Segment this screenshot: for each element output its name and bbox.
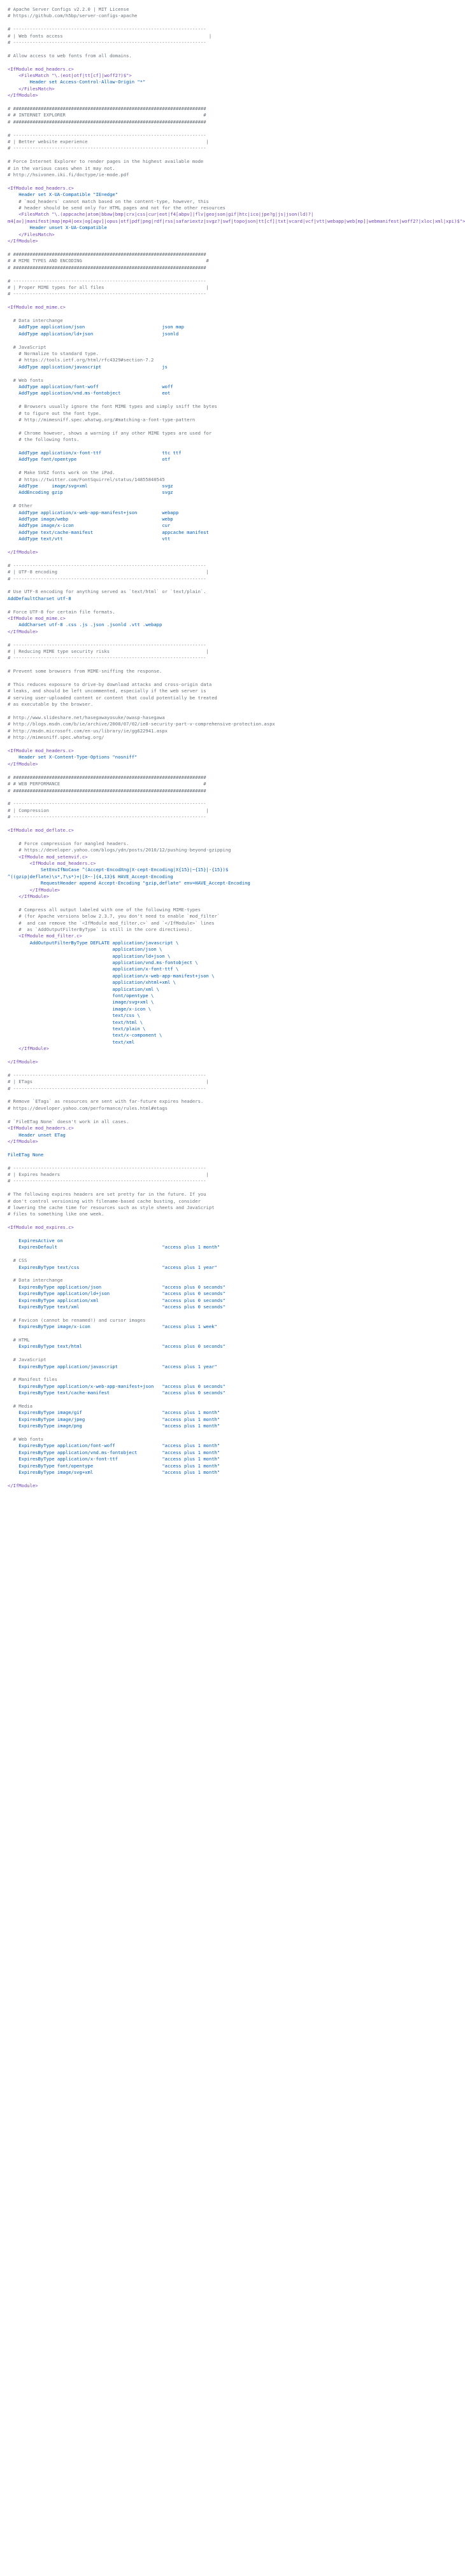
comment-line: # ###################################################################### bbox=[8, 118, 206, 125]
directive-line: AddType application/vnd.ms-fontobject eot bbox=[8, 390, 171, 396]
section-tag-line: </IfModule> bbox=[8, 238, 38, 244]
section-tag-line: </IfModule> bbox=[8, 1046, 49, 1052]
blank-line bbox=[8, 675, 375, 682]
blank-line bbox=[8, 900, 375, 906]
comment-line: # ---------------------------------------------------------------------- bbox=[8, 814, 206, 820]
blank-line bbox=[8, 556, 375, 562]
section-tag-line: <IfModule mod_setenvif.c> bbox=[8, 853, 88, 860]
blank-line bbox=[8, 662, 375, 668]
comment-line: # | Compression | bbox=[8, 807, 209, 813]
directive-line: text/x-component \ bbox=[8, 1032, 162, 1039]
blank-line bbox=[8, 741, 375, 748]
comment-line: # ---------------------------------------------------------------------- bbox=[8, 801, 206, 807]
comment-line: # ---------------------------------------------------------------------- bbox=[8, 291, 206, 297]
section-tag-line: <FilesMatch "\.(eot|otf|tt[cf]|woff2?)$"> bbox=[8, 73, 132, 79]
comment-line: # | Expires headers | bbox=[8, 1171, 209, 1177]
comment-line: # ---------------------------------------------------------------------- bbox=[8, 1085, 206, 1091]
section-tag-line: </FilesMatch> bbox=[8, 231, 55, 237]
comment-line: # | ETags | bbox=[8, 1079, 209, 1085]
comment-line: # Web fonts bbox=[8, 377, 44, 383]
blank-line bbox=[8, 423, 375, 430]
blank-line bbox=[8, 821, 375, 827]
comment-line: # http://msdn.microsoft.com/en-us/library/ie/gg622941.aspx bbox=[8, 727, 168, 734]
directive-line: ExpiresByType image/x-icon "access plus 1 week" bbox=[8, 1324, 217, 1330]
directive-line: RequestHeader append Accept-Encoding "gzip,deflate" env=HAVE_Accept-Encoding bbox=[8, 880, 250, 886]
directive-line: ExpiresByType text/html "access plus 0 seconds" bbox=[8, 1343, 225, 1350]
blank-line bbox=[8, 1397, 375, 1403]
section-tag-line: <IfModule mod_filter.c> bbox=[8, 933, 82, 939]
comment-line: # ###################################################################### bbox=[8, 251, 206, 257]
comment-line: # JavaScript bbox=[8, 1357, 46, 1363]
comment-line: # ###################################################################### bbox=[8, 774, 206, 780]
directive-line: text/xml bbox=[8, 1039, 135, 1045]
directive-line: application/xhtml+xml \ bbox=[8, 979, 176, 986]
directive-line: ExpiresByType text/css "access plus 1 year" bbox=[8, 1264, 217, 1270]
directive-line: ^((gzip|deflate)\s*,?\s*)+|[X~-]{4,13}$ HAVE_Accept-Encoding bbox=[8, 873, 173, 879]
comment-line: # https://developer.yahoo.com/blogs/ydn/posts/2010/12/pushing-beyond-gzipping bbox=[8, 847, 231, 853]
blank-line bbox=[8, 59, 375, 66]
comment-line: # Compress all output labeled with one of the following MIME-types bbox=[8, 906, 201, 913]
section-tag-line: <IfModule mod_headers.c> bbox=[8, 66, 74, 72]
directive-line: ExpiresByType application/vnd.ms-fontobject "access plus 1 month" bbox=[8, 1449, 220, 1455]
directive-line: Header unset ETag bbox=[8, 1131, 66, 1138]
blank-line bbox=[8, 602, 375, 608]
blank-line bbox=[8, 444, 375, 450]
blank-line bbox=[8, 271, 375, 277]
blank-line bbox=[8, 245, 375, 251]
comment-line: # https://developer.yahoo.com/performance/rules.html#etags bbox=[8, 1105, 168, 1111]
comment-line: # This reduces exposure to drive-by download attacks and cross-origin data bbox=[8, 682, 212, 688]
directive-line: AddType application/json json map bbox=[8, 324, 184, 330]
directive-line: ExpiresByType application/xml "access plus 0 seconds" bbox=[8, 1297, 225, 1303]
comment-line: # Remove `ETags` as resources are sent with far-future expires headers. bbox=[8, 1098, 204, 1105]
comment-line: # Media bbox=[8, 1403, 32, 1409]
section-tag-line: <IfModule mod_headers.c> bbox=[8, 1125, 74, 1131]
comment-line: # ---------------------------------------------------------------------- bbox=[8, 655, 206, 661]
directive-line: AddEncoding gzip svgz bbox=[8, 489, 173, 496]
directive-line: application/x-font-ttf \ bbox=[8, 966, 179, 972]
comment-line: # Force UTF-8 for certain file formats. bbox=[8, 608, 115, 615]
directive-line: AddCharset utf-8 .css .js .json .jsonld .vtt .webapp bbox=[8, 622, 162, 628]
section-tag-line: <IfModule mod_expires.c> bbox=[8, 1224, 74, 1231]
blank-line bbox=[8, 496, 375, 503]
comment-line: # | Web fonts access | bbox=[8, 32, 212, 39]
comment-line: # ###################################################################### bbox=[8, 106, 206, 112]
blank-line bbox=[8, 337, 375, 344]
blank-line bbox=[8, 20, 375, 26]
blank-line bbox=[8, 1053, 375, 1059]
comment-line: # as executable by the browser. bbox=[8, 701, 94, 708]
comment-line: # Allow access to web fonts from all domains. bbox=[8, 52, 132, 59]
section-tag-line: m4[av]|manifest|map|mp4|oex|og[agv]|opus|otf|pdf|png|rdf|rss|safariextz|svgz?|swf|topojson|tt[cf]|txt|vcard|vcf|vtt|webapp|web[mp]|webmanifest|woff2?|xloc|xml|xpi)$"> bbox=[8, 218, 465, 224]
comment-line: # http://mimesniff.spec.whatwg.org/#matching-a-font-type-pattern bbox=[8, 416, 196, 423]
directive-line: Header set X-UA-Compatible "IE=edge" bbox=[8, 192, 118, 198]
blank-line bbox=[8, 635, 375, 641]
blank-line bbox=[8, 178, 375, 185]
comment-line: # ---------------------------------------------------------------------- bbox=[8, 39, 206, 46]
blank-line bbox=[8, 1145, 375, 1151]
directive-line: ExpiresByType application/x-web-app-manifest+json "access plus 0 seconds" bbox=[8, 1383, 225, 1389]
blank-line bbox=[8, 834, 375, 840]
section-tag-line: <IfModule mod_headers.c> bbox=[8, 748, 74, 754]
comment-line: # Normalize to standard type. bbox=[8, 350, 99, 356]
comment-line: # http://hsivonen.iki.fi/doctype/ie-mode.pdf bbox=[8, 172, 129, 178]
comment-line: # `mod_headers` cannot match based on the content-type, however, this bbox=[8, 198, 209, 204]
comment-line: # ###################################################################### bbox=[8, 264, 206, 270]
directive-line: application/vnd.ms-fontobject \ bbox=[8, 960, 198, 965]
comment-line: # http://mimesniff.spec.whatwg.org/ bbox=[8, 734, 104, 741]
comment-line: # ---------------------------------------------------------------------- bbox=[8, 1178, 206, 1184]
section-tag-line: </IfModule> bbox=[8, 760, 38, 767]
comment-line: # Chrome however, shows a warning if any other MIME types are used for bbox=[8, 430, 212, 436]
directive-line: application/json \ bbox=[8, 946, 162, 953]
blank-line bbox=[8, 370, 375, 377]
comment-line: # in the various cases when it may not. bbox=[8, 165, 115, 171]
directive-line: AddType image/webp webp bbox=[8, 516, 173, 522]
comment-line: # ---------------------------------------------------------------------- bbox=[8, 562, 206, 568]
directive-line: AddDefaultCharset utf-8 bbox=[8, 595, 71, 601]
blank-line bbox=[8, 1476, 375, 1482]
section-tag-line: </IfModule> bbox=[8, 628, 38, 634]
comment-line: # ---------------------------------------------------------------------- bbox=[8, 26, 206, 32]
blank-line bbox=[8, 1065, 375, 1072]
comment-line: # Make SVGZ fonts work on the iPad. bbox=[8, 470, 115, 476]
comment-line: # https://tools.ietf.org/html/rfc4329#section-7.2 bbox=[8, 357, 154, 363]
section-tag-line: </FilesMatch> bbox=[8, 85, 55, 92]
comment-line: # ---------------------------------------------------------------------- bbox=[8, 1165, 206, 1171]
directive-line: AddType application/x-font-ttf ttc ttf bbox=[8, 449, 182, 456]
blank-line bbox=[8, 1331, 375, 1337]
blank-line bbox=[8, 767, 375, 774]
comment-line: # http://blogs.msdn.com/b/ie/archive/2008/07/02/ie8-security-part-v-comprehensive-protection.aspx bbox=[8, 721, 275, 727]
directive-line: ExpiresDefault "access plus 1 month" bbox=[8, 1244, 220, 1250]
section-tag-line: <IfModule mod_mime.c> bbox=[8, 304, 66, 311]
comment-line: # the following fonts. bbox=[8, 437, 80, 443]
blank-line bbox=[8, 311, 375, 318]
blank-line bbox=[8, 1218, 375, 1224]
comment-line: # (for Apache versions below 2.3.7, you don't need to enable `mod_filter` bbox=[8, 913, 220, 920]
directive-line: ExpiresByType image/jpeg "access plus 1 month" bbox=[8, 1416, 220, 1422]
comment-line: # JavaScript bbox=[8, 344, 46, 350]
comment-line: # as `AddOutputFilterByType` is still in the core directives). bbox=[8, 926, 192, 932]
comment-line: # Browsers usually ignore the font MIME types and simply sniff the bytes bbox=[8, 403, 217, 410]
blank-line bbox=[8, 1112, 375, 1118]
section-tag-line: </IfModule> bbox=[8, 549, 38, 556]
directive-line: ExpiresActive on bbox=[8, 1237, 63, 1243]
comment-line: # https://github.com/h5bp/server-configs-apache bbox=[8, 13, 138, 19]
section-tag-line: </IfModule> bbox=[8, 92, 38, 99]
directive-line: text/html \ bbox=[8, 1019, 143, 1025]
blank-line bbox=[8, 99, 375, 106]
section-tag-line: </IfModule> bbox=[8, 1138, 38, 1144]
blank-line bbox=[8, 1271, 375, 1277]
directive-line: ExpiresByType application/javascript "access plus 1 year" bbox=[8, 1363, 217, 1369]
directive-line: application/ld+json \ bbox=[8, 953, 171, 959]
comment-line: # CSS bbox=[8, 1257, 27, 1264]
comment-line: # leaks, and should be left uncommented, especially if the web server is bbox=[8, 688, 206, 694]
directive-line: AddType application/ld+json jsonld bbox=[8, 330, 179, 337]
blank-line bbox=[8, 1251, 375, 1257]
directive-line: AddType application/x-web-app-manifest+json webapp bbox=[8, 509, 179, 515]
comment-line: # don't control versioning with filename-based cache busting, consider bbox=[8, 1198, 201, 1204]
comment-line: # ---------------------------------------------------------------------- bbox=[8, 132, 206, 138]
directive-line: AddType application/font-woff woff bbox=[8, 383, 173, 389]
directive-line: AddType application/javascript js bbox=[8, 363, 168, 370]
directive-line: AddType text/vtt vtt bbox=[8, 536, 171, 542]
comment-line: # | UTF-8 encoding | bbox=[8, 569, 209, 575]
directive-line: text/css \ bbox=[8, 1012, 140, 1019]
comment-line: # serving user-uploaded content or content that could potentially be treated bbox=[8, 694, 217, 701]
section-tag-line: <IfModule mod_mime.c> bbox=[8, 615, 66, 622]
section-tag-line: <IfModule mod_deflate.c> bbox=[8, 827, 74, 833]
blank-line bbox=[8, 298, 375, 304]
section-tag-line: </IfModule> bbox=[8, 1059, 38, 1065]
comment-line: # Force compression for mangled headers. bbox=[8, 840, 129, 846]
directive-line: image/x-icon \ bbox=[8, 1005, 152, 1012]
directive-line: Header unset X-UA-Compatible bbox=[8, 225, 107, 231]
comment-line: # to figure out the font type. bbox=[8, 410, 102, 416]
blank-line bbox=[8, 152, 375, 158]
directive-line: AddType image/x-icon cur bbox=[8, 522, 171, 529]
comment-line: # Data interchange bbox=[8, 1277, 63, 1284]
section-tag-line: </IfModule> bbox=[8, 893, 49, 899]
blank-line bbox=[8, 582, 375, 589]
directive-line: Header set X-Content-Type-Options "nosniff" bbox=[8, 754, 138, 760]
directive-line: ExpiresByType font/opentype "access plus 1 month" bbox=[8, 1462, 220, 1469]
section-tag-line: </IfModule> bbox=[8, 1482, 38, 1488]
directive-line: AddType font/opentype otf bbox=[8, 456, 171, 463]
comment-line: # | Proper MIME types for all files | bbox=[8, 284, 209, 290]
blank-line bbox=[8, 46, 375, 52]
comment-line: # The following expires headers are set pretty far in the future. If you bbox=[8, 1191, 206, 1198]
comment-line: # Other bbox=[8, 503, 32, 509]
comment-line: # ---------------------------------------------------------------------- bbox=[8, 1072, 206, 1078]
blank-line bbox=[8, 125, 375, 132]
comment-line: # # MIME TYPES AND ENCODING # bbox=[8, 258, 209, 264]
directive-line: application/xml \ bbox=[8, 986, 159, 992]
comment-line: # header should be send only for HTML pages and not for the other resources bbox=[8, 205, 225, 211]
comment-line: # `FileETag None` doesn't work in all cases. bbox=[8, 1118, 129, 1124]
comment-line: # Web fonts bbox=[8, 1436, 44, 1442]
comment-line: # ---------------------------------------------------------------------- bbox=[8, 575, 206, 582]
directive-line: Header set Access-Control-Allow-Origin "*" bbox=[8, 79, 146, 85]
blank-line bbox=[8, 1158, 375, 1165]
comment-line: # Manifest files bbox=[8, 1376, 57, 1383]
blank-line bbox=[8, 1430, 375, 1436]
directive-line: AddType image/svg+xml svgz bbox=[8, 482, 173, 489]
blank-line bbox=[8, 794, 375, 801]
directive-line: ExpiresByType application/font-woff "access plus 1 month" bbox=[8, 1443, 220, 1449]
comment-line: # files to something like one week. bbox=[8, 1211, 104, 1217]
section-tag-line: <FilesMatch "\.(appcache|atom|bbaw|bmp|crx|css|cur|eot|f4[abpv]|flv|geojson|gif|htc|ico|jpe?g|js|json(ld)?| bbox=[8, 211, 314, 218]
directive-line: ExpiresByType application/ld+json "access plus 0 seconds" bbox=[8, 1291, 225, 1297]
comment-line: # Data interchange bbox=[8, 317, 63, 323]
blank-line bbox=[8, 463, 375, 470]
comment-line: # https://twitter.com/FontSquirrel/status/14855840545 bbox=[8, 476, 165, 482]
section-tag-line: <IfModule mod_headers.c> bbox=[8, 860, 96, 866]
comment-line: # http://www.slideshare.net/hasegawayosuke/owasp-hasegawa bbox=[8, 715, 165, 721]
comment-line: # | Reducing MIME type security risks | bbox=[8, 648, 209, 655]
directive-line: AddOutputFilterByType DEFLATE application/javascript \ bbox=[8, 939, 179, 946]
blank-line bbox=[8, 708, 375, 715]
directive-line: text/plain \ bbox=[8, 1026, 146, 1032]
blank-line bbox=[8, 1092, 375, 1098]
blank-line bbox=[8, 543, 375, 549]
comment-line: # lowering the cache time for resources such as style sheets and JavaScript bbox=[8, 1204, 215, 1210]
blank-line bbox=[8, 1370, 375, 1376]
blank-line bbox=[8, 1231, 375, 1238]
comment-line: # Force Internet Explorer to render pages in the highest available mode bbox=[8, 158, 204, 165]
comment-line: # ###################################################################### bbox=[8, 787, 206, 794]
comment-line: # # WEB PERFORMANCE # bbox=[8, 781, 206, 787]
comment-line: # | Better website experience | bbox=[8, 139, 209, 145]
comment-line: # Prevent some browsers from MIME-sniffing the response. bbox=[8, 668, 162, 675]
blank-line bbox=[8, 1310, 375, 1317]
blank-line bbox=[8, 1350, 375, 1357]
directive-line: font/opentype \ bbox=[8, 993, 154, 999]
blank-line bbox=[8, 397, 375, 403]
comment-line: # HTML bbox=[8, 1336, 30, 1343]
comment-line: # Use UTF-8 encoding for anything served as `text/html` or `text/plain`. bbox=[8, 589, 206, 595]
directive-line: AddType text/cache-manifest appcache manifest bbox=[8, 529, 209, 535]
section-tag-line: <IfModule mod_headers.c> bbox=[8, 185, 74, 191]
comment-line: # ---------------------------------------------------------------------- bbox=[8, 145, 206, 151]
directive-line: image/svg+xml \ bbox=[8, 999, 154, 1005]
blank-line bbox=[8, 1185, 375, 1191]
directive-line: FileETag None bbox=[8, 1151, 44, 1158]
directive-line: ExpiresByType application/json "access plus 0 seconds" bbox=[8, 1284, 225, 1290]
directive-line: ExpiresByType text/xml "access plus 0 seconds" bbox=[8, 1303, 225, 1310]
directive-line: SetEnvIfNoCase ^(Accept-EncodXng|X-cept-Encoding|X{15}|~{15}|-{15})$ bbox=[8, 867, 229, 873]
comment-line: # ---------------------------------------------------------------------- bbox=[8, 277, 206, 284]
directive-line: ExpiresByType image/svg+xml "access plus 1 month" bbox=[8, 1469, 220, 1476]
directive-line: ExpiresByType application/x-font-ttf "access plus 1 month" bbox=[8, 1456, 220, 1462]
directive-line: ExpiresByType image/gif "access plus 1 month" bbox=[8, 1410, 220, 1416]
comment-line: # Favicon (cannot be renamed!) and cursor images bbox=[8, 1317, 146, 1323]
comment-line: # ---------------------------------------------------------------------- bbox=[8, 641, 206, 648]
comment-line: # # INTERNET EXPLORER # bbox=[8, 112, 206, 118]
directive-line: application/x-web-app-manifest+json \ bbox=[8, 972, 215, 979]
comment-line: # and can remove the `<IfModule mod_filter.c>` and `</IfModule>` lines bbox=[8, 920, 215, 926]
directive-line: ExpiresByType text/cache-manifest "access plus 0 seconds" bbox=[8, 1390, 225, 1396]
directive-line: ExpiresByType image/png "access plus 1 month" bbox=[8, 1423, 220, 1429]
comment-line: # Apache Server Configs v2.2.0 | MIT License bbox=[8, 6, 129, 12]
section-tag-line: </IfModule> bbox=[8, 886, 61, 893]
